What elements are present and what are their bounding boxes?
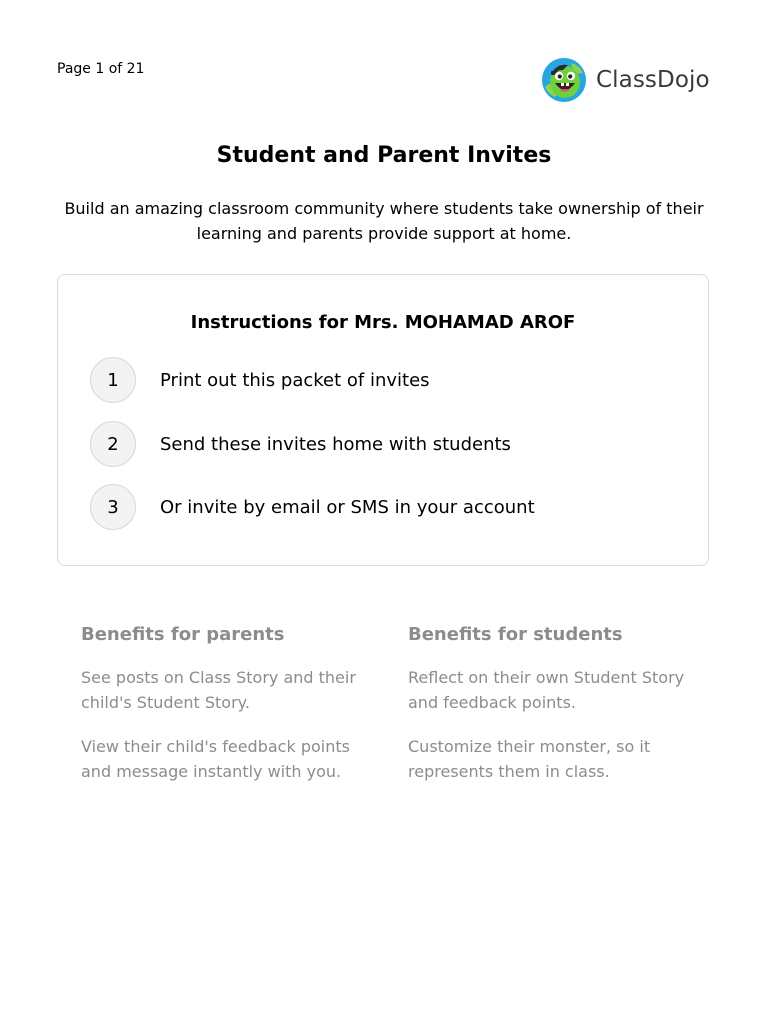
benefit-item: View their child's feedback points and message instantly with you. xyxy=(81,737,350,781)
classdojo-logo xyxy=(541,57,710,103)
page-number: Page 1 of 21 xyxy=(57,61,145,77)
instruction-step xyxy=(90,357,430,403)
step-number-badge: 2 xyxy=(90,421,136,467)
instruction-step xyxy=(90,484,535,530)
benefit-item: See posts on Class Story and their child's Student Story. xyxy=(81,668,356,712)
step-text: Or invite by email or SMS in your account xyxy=(160,496,535,518)
benefits-students-heading: Benefits for students xyxy=(408,624,623,645)
classdojo-monster-icon xyxy=(541,57,587,103)
page-title: Student and Parent Invites xyxy=(216,143,552,168)
benefits-students-section xyxy=(408,624,698,803)
instructions-card xyxy=(57,274,709,566)
step-number-badge: 3 xyxy=(90,484,136,530)
brand-name: ClassDojo xyxy=(596,67,710,93)
benefit-item: Customize their monster, so it represents them in class. xyxy=(408,737,651,781)
benefits-parents-heading: Benefits for parents xyxy=(81,624,285,645)
step-number-badge: 1 xyxy=(90,357,136,403)
instruction-step xyxy=(90,421,511,467)
page-subtitle: Build an amazing classroom community where students take ownership of their learning and parents provide support at home. xyxy=(64,199,704,243)
instructions-heading: Instructions for Mrs. MOHAMAD AROF xyxy=(190,312,576,333)
benefits-parents-section xyxy=(81,624,371,803)
step-text: Print out this packet of invites xyxy=(160,369,430,391)
benefit-item: Reflect on their own Student Story and feedback points. xyxy=(408,668,685,712)
step-text: Send these invites home with students xyxy=(160,433,511,455)
